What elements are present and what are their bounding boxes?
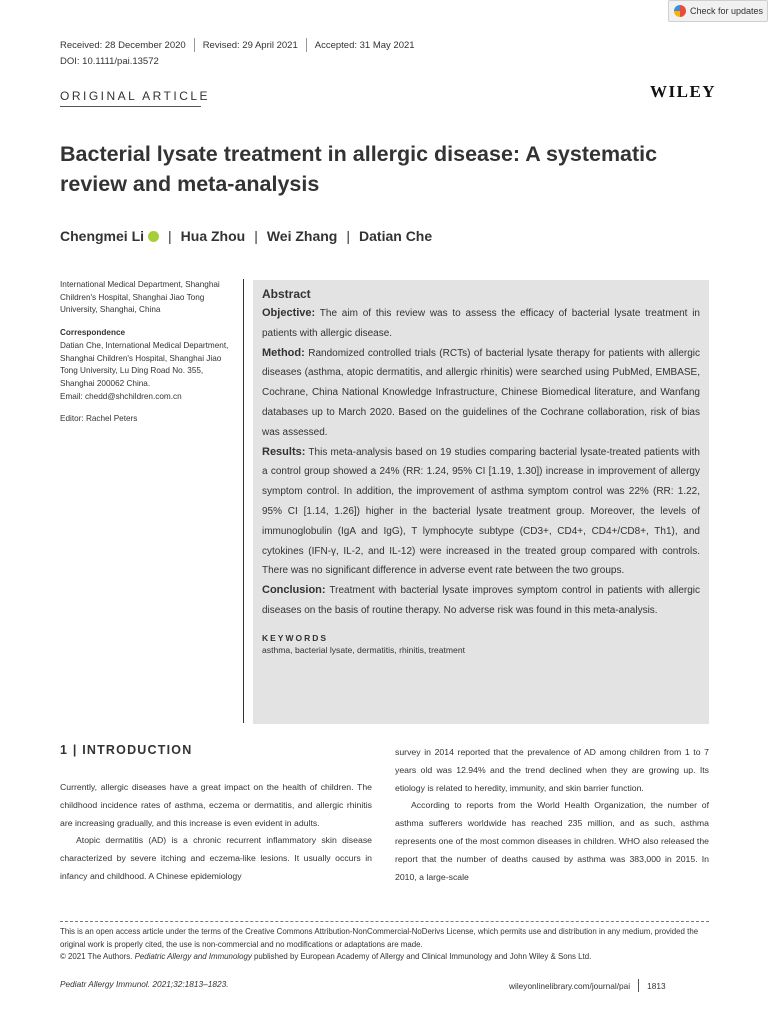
author-separator: | bbox=[346, 228, 351, 244]
license-notice bbox=[60, 926, 709, 964]
page-number: 1813 bbox=[647, 980, 666, 991]
abstract-box bbox=[253, 280, 709, 724]
orcid-icon[interactable] bbox=[148, 231, 159, 242]
article-type: ORIGINAL ARTICLE bbox=[60, 89, 211, 103]
citation: Pediatr Allergy Immunol. 2021;32:1813–1823. bbox=[60, 979, 229, 989]
revised-date: Revised: 29 April 2021 bbox=[202, 39, 298, 51]
page-footer bbox=[509, 979, 666, 992]
correspondence-heading: Correspondence bbox=[60, 328, 126, 338]
journal-url[interactable]: wileyonlinelibrary.com/journal/pai bbox=[509, 980, 631, 991]
doi: DOI: 10.1111/pai.13572 bbox=[60, 56, 159, 67]
sidebar-divider bbox=[243, 279, 244, 723]
divider bbox=[194, 38, 195, 52]
correspondence-text: Datian Che, International Medical Department, Shanghai Children's Hospital, Shanghai Jiao Tong University, Lu Ding Road No. 355, Shanghai 200062 China. bbox=[60, 340, 229, 388]
editor: Editor: Rachel Peters bbox=[60, 414, 138, 424]
check-for-updates-label: Check for updates bbox=[690, 6, 764, 16]
abstract-heading: Abstract bbox=[262, 287, 311, 301]
introduction-heading: 1 | INTRODUCTION bbox=[60, 743, 193, 757]
correspondence-email[interactable]: Email: chedd@shchildren.com.cn bbox=[60, 391, 182, 401]
received-date: Received: 28 December 2020 bbox=[60, 39, 186, 51]
author-name[interactable]: Chengmei Li bbox=[60, 228, 145, 244]
paragraph: Currently, allergic diseases have a great impact on the health of children. The childhood incidence rates of asthma, eczema or dermatitis, and allergic rhinitis are increasing gradually, and this increase is even evident in adults. bbox=[60, 782, 372, 828]
accepted-date: Accepted: 31 May 2021 bbox=[314, 39, 415, 51]
divider bbox=[306, 38, 307, 52]
article-title: Bacterial lysate treatment in allergic disease: A systematic review and meta-analysis bbox=[60, 142, 658, 196]
author-name[interactable]: Hua Zhou bbox=[180, 228, 246, 244]
author-separator: | bbox=[254, 228, 258, 244]
author-list bbox=[60, 228, 432, 244]
copyright-line: © 2021 The Authors. Pediatric Allergy and Immunology published by European Academy of Allergy and Clinical Immunology and John Wiley & Sons Ltd. bbox=[60, 952, 592, 961]
author-name[interactable]: Wei Zhang bbox=[266, 228, 338, 244]
check-for-updates-icon bbox=[674, 5, 686, 17]
license-text: This is an open access article under the terms of the Creative Commons Attribution-NonCommercial-NoDerivs License, which permits use and distribution in any medium, provided the original work is properly cited, the use is non-commercial and no modifications or adaptations are made. bbox=[60, 927, 699, 949]
article-dates bbox=[60, 38, 415, 52]
body-column-left bbox=[60, 779, 372, 886]
publisher-logo: WILEY bbox=[650, 82, 717, 101]
article-sidebar bbox=[60, 279, 235, 426]
journal-name: Pediatric Allergy and Immunology bbox=[134, 952, 252, 961]
abstract-objective: Objective: The aim of this review was to assess the efficacy of bacterial lysate treatment in patients with allergic disease. bbox=[262, 307, 700, 339]
keywords: asthma, bacterial lysate, dermatitis, rhinitis, treatment bbox=[262, 644, 465, 655]
license-divider bbox=[60, 921, 709, 922]
abstract-results: Results: This meta-analysis based on 19 studies comparing bacterial lysate-treated patients with a control group showed a 24% (RR: 1.24, 95% CI [1.19, 1.30]) increase in improvement of allergy symptom control. In addition, the improvement of asthma symptom control was 22% (RR: 1.22, 95% CI [1.14, 1.26]) higher in the bacterial lysate treatment group. Moreover, the levels of immunoglobulin (IgA and IgG), T lymphocyte subtype (CD3+, CD4+, CD4+/CD8+, Th1), and cytokines (IFN-γ, IL-2, and IL-12) were increased in the treated group compared with controls. There was no significant difference in adverse event rate between the two groups. bbox=[262, 445, 700, 577]
article-type-underline bbox=[60, 106, 201, 107]
author-separator: | bbox=[168, 228, 172, 244]
check-for-updates-button[interactable] bbox=[668, 0, 768, 22]
body-column-right bbox=[395, 744, 709, 886]
paragraph: survey in 2014 reported that the prevalence of AD among children from 1 to 7 years old was 12.94% and the trend declined when they are growing up. Its etiology is related to heredity, immunity, and skin barrier function. bbox=[395, 747, 709, 793]
paragraph: According to reports from the World Health Organization, the number of asthma sufferers worldwide has reached 235 million, and as such, asthma represents one of the most common diseases in children. WHO also released the report that the number of deaths caused by asthma was 383,000 in 2015. In 2010, a large-scale bbox=[395, 800, 709, 882]
abstract-method: Method: Randomized controlled trials (RCTs) of bacterial lysate therapy for patients with allergic diseases (asthma, atopic dermatitis, and allergic rhinitis) were searched using PubMed, EMBASE, Cochrane, China National Knowledge Infrastructure, Chinese Biomedical literature, and Wanfang databases up to March 2020. Based on the guidelines of the Cochrane collaboration, risk of bias was assessed. bbox=[262, 346, 700, 438]
divider bbox=[638, 979, 639, 992]
author-name[interactable]: Datian Che bbox=[359, 228, 433, 244]
keywords-heading: KEYWORDS bbox=[262, 632, 329, 643]
paragraph: Atopic dermatitis (AD) is a chronic recurrent inflammatory skin disease characterized by severe itching and eczema-like lesions. It usually occurs in infancy and childhood. A Chinese epidemiology bbox=[60, 835, 372, 881]
abstract-conclusion: Conclusion: Treatment with bacterial lysate improves symptom control in patients with allergic diseases on the basis of routine therapy. No adverse risk was found in this meta-analysis. bbox=[262, 584, 700, 616]
affiliation: International Medical Department, Shanghai Children's Hospital, Shanghai Jiao Tong University, Shanghai, China bbox=[60, 280, 220, 315]
